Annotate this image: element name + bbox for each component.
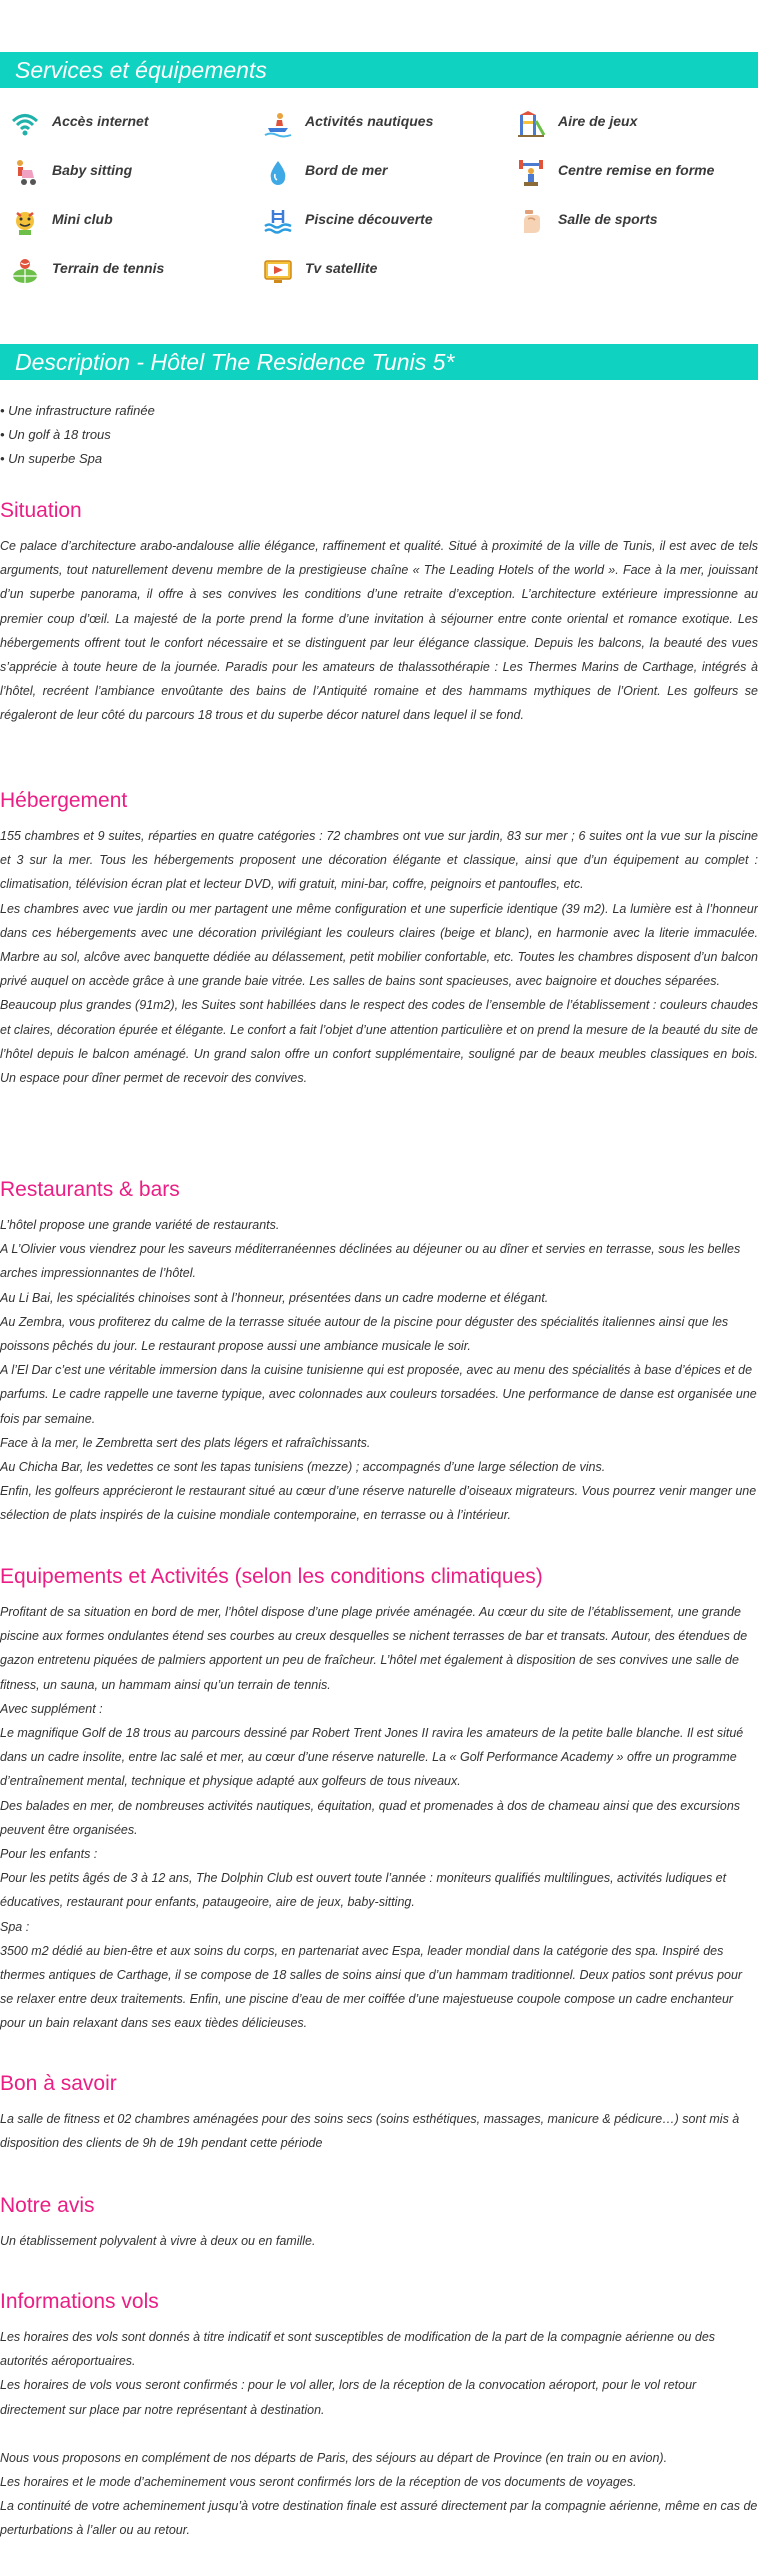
highlight-item: • Une infrastructure rafinée (0, 403, 155, 418)
equipements-paragraph: Des balades en mer, de nombreuses activités nautiques, équitation, quad et promenades à dos de chameau ainsi que des excursions peuvent être organisées. (0, 1798, 741, 1837)
amenity-item (10, 204, 250, 242)
notre-avis-text: Un établissement polyvalent à vivre à deux ou en famille. (0, 2234, 316, 2248)
amenity-item (10, 106, 250, 144)
situation-heading: Situation (0, 499, 82, 522)
amenity-label: Terrain de tennis (52, 260, 165, 276)
fitness-icon (516, 158, 546, 188)
amenity-item (516, 106, 756, 144)
bon-a-savoir-text: La salle de fitness et 02 chambres aménagées pour des soins secs (soins esthétiques, massages, manicure & pédicure…) sont mis à disposition des clients de 9h de 19h pendant cette période (0, 2112, 740, 2151)
restaurants-paragraph: Enfin, les golfeurs apprécieront le restaurant situé au cœur d’une réserve naturelle d’oiseaux migrateurs. Vous pourrez venir manger une sélection de plats inspirés de la cuisine mondiale contemporaine, en terrasse ou à l’intérieur. (0, 1484, 757, 1523)
hebergement-paragraph: 155 chambres et 9 suites, réparties en quatre catégories : 72 chambres ont vue sur jardin, 83 sur mer ; 6 suites ont la vue sur la piscine et 3 sur la mer. Tous les hébergements proposent une décoration élégante et classique, ainsi que d’un équipement au complet : climatisation, télévision écran plat et lecteur DVD, wifi gratuit, mini-bar, coffre, peignoirs et pantoufles, etc. (0, 829, 758, 892)
description-banner (0, 344, 758, 380)
equipements-paragraph: Spa : (0, 1919, 30, 1934)
vols-paragraph: Les horaires des vols sont donnés à titre indicatif et sont susceptibles de modification de la part de la compagnie aérienne ou des autorités aéroportuaires. (0, 2330, 716, 2369)
restaurants-paragraph: Face à la mer, le Zembretta sert des plats légers et rafraîchissants. (0, 1435, 371, 1450)
vols-paragraph: Les horaires de vols vous seront confirmés : pour le vol aller, lors de la réception de la convocation aéroport, pour le vol retour directement sur place par notre représentant à destination. (0, 2378, 697, 2417)
tv-icon (263, 256, 293, 286)
stroller-icon (10, 158, 40, 188)
highlight-item: • Un superbe Spa (0, 451, 103, 466)
informations-vols-heading: Informations vols (0, 2290, 159, 2313)
equipements-paragraph: Le magnifique Golf de 18 trous au parcours dessiné par Robert Trent Jones II ravira les amateurs de la petite balle blanche. Il est situé dans un cadre insolite, entre lac salé et mer, au cœur d’une réserve naturelle. La « Golf Performance Academy » offre un programme d’entraînement mental, technique et physique adapté aux golfeurs de tous niveaux. (0, 1726, 744, 1789)
amenity-label: Activités nautiques (305, 113, 434, 129)
amenity-item (10, 155, 250, 193)
vols-paragraph: Nous vous proposons en complément de nos départs de Paris, des séjours au départ de Province (en train ou en avion). (0, 2450, 668, 2465)
hebergement-heading: Hébergement (0, 789, 128, 812)
wifi-icon (10, 109, 40, 139)
amenity-label: Mini club (52, 211, 113, 227)
equipements-paragraph: Avec supplément : (0, 1701, 103, 1716)
highlights-list (0, 399, 758, 471)
hebergement-paragraph: Beaucoup plus grandes (91m2), les Suites sont habillées dans le respect des codes de l’ensemble de l’établissement : couleurs chaudes et claires, décoration épurée et élégante. Le confort a fait l’objet d’une attention particulière et on prend la mesure de la beauté du site de l’hôtel depuis le balcon aménagé. Un grand salon offre un confort supplémentaire, souligné par de beaux meubles classiques en bois. Un espace pour dîner permet de recevoir des convives. (0, 998, 758, 1086)
equipements-paragraph: Profitant de sa situation en bord de mer, l’hôtel dispose d’une plage privée aménagée. Au cœur du site de l’établissement, une grande piscine aux formes ondulantes étend ses courbes au creux desquelles se nichent terrasses de bar et transats. Autour, des étendues de gazon entretenu piquées de palmiers apportent un peu de fraîcheur. L’hôtel met également à disposition de ses convives une salle de fitness, un sauna, un hammam ainsi qu’un terrain de tennis. (0, 1605, 748, 1692)
highlight-item: • Un golf à 18 trous (0, 427, 111, 442)
amenity-label: Piscine découverte (305, 211, 433, 227)
jet-ski-icon (263, 109, 293, 139)
amenity-item (516, 155, 756, 193)
equipements-paragraph: Pour les petits âgés de 3 à 12 ans, The Dolphin Club est ouvert toute l’année : moniteurs qualifiés multilingues, activités ludiques et éducatives, restaurant pour enfants, pataugeoire, aire de jeux, baby-sitting. (0, 1871, 727, 1910)
equipements-section (0, 1562, 758, 2036)
equipements-heading: Equipements et Activités (selon les conditions climatiques) (0, 1565, 543, 1588)
amenity-label: Baby sitting (52, 162, 133, 178)
vols-paragraph: Les horaires et le mode d’acheminement vous seront confirmés lors de la réception de vos documents de voyages. (0, 2475, 637, 2490)
amenity-label: Tv satellite (305, 260, 378, 276)
amenity-label: Salle de sports (558, 211, 658, 227)
mini-club-icon (10, 207, 40, 237)
water-drop-icon (263, 158, 293, 188)
amenity-item (263, 155, 503, 193)
equipements-paragraph: 3500 m2 dédié au bien-être et aux soins du corps, en partenariat avec Espa, leader mondial dans la catégorie des spa. Inspiré des thermes antiques de Carthage, il se compose de 18 salles de soins ainsi que d’un hammam traditionnel. Deux patios sont prévus pour se relaxer entre deux traitements. Enfin, une piscine d’eau de mer coiffée d’une majestueuse coupole compose un cadre enchanteur pour un bain relaxant dans ses eaux tièdes délicieuses. (0, 1943, 743, 2031)
notre-avis-heading: Notre avis (0, 2194, 95, 2217)
situation-section (0, 496, 758, 728)
restaurants-paragraph: A l’El Dar c’est une véritable immersion dans la cuisine tunisienne qui est proposée, avec au menu des spécialités à base d’épices et de parfums. Le cadre rappelle une taverne typique, avec colonnades aux couleurs torsadées. Une performance de danse est organisée une fois par semaine. (0, 1363, 757, 1426)
services-banner (0, 52, 758, 88)
pool-icon (263, 207, 293, 237)
amenity-item (263, 253, 503, 291)
restaurants-heading: Restaurants & bars (0, 1178, 180, 1201)
equipements-paragraph: Pour les enfants : (0, 1847, 98, 1862)
bon-a-savoir-section (0, 2069, 758, 2155)
description-title: Description - Hôtel The Residence Tunis 5* (15, 349, 455, 375)
amenity-label: Accès internet (52, 113, 149, 129)
restaurants-section (0, 1175, 758, 1528)
restaurants-paragraph: Au Chicha Bar, les vedettes ce sont les tapas tunisiens (mezze) ; accompagnés d’une large sélection de vins. (0, 1460, 606, 1475)
restaurants-paragraph: Au Li Bai, les spécialités chinoises sont à l’honneur, présentées dans un cadre moderne et élégant. (0, 1290, 549, 1305)
amenity-label: Aire de jeux (558, 113, 638, 129)
vols-paragraph: La continuité de votre acheminement jusqu’à votre destination finale est assuré directement par la compagnie aérienne, même en cas de perturbations à l’aller ou au retour. (0, 2499, 758, 2538)
hebergement-section (0, 786, 758, 1090)
notre-avis-section (0, 2191, 758, 2253)
restaurants-paragraph: L’hôtel propose une grande variété de restaurants. (0, 1218, 280, 1232)
bon-a-savoir-heading: Bon à savoir (0, 2072, 117, 2095)
amenity-item (516, 204, 756, 242)
restaurants-paragraph: A L’Olivier vous viendrez pour les saveurs méditerranéennes déclinées au déjeuner ou au dîner et servies en terrasse, sous les belles arches impressionnantes de l’hôtel. (0, 1242, 741, 1281)
situation-text: Ce palace d’architecture arabo-andalouse allie élégance, raffinement et qualité. Situé à proximité de la ville de Tunis, il est avec de tels arguments, tout naturellement devenu membre de la prestigieuse chaîne « The Leading Hotels of the world ». Face à la mer, jouissant d’un superbe panorama, il offre à ses convives les conditions d’une retraite d’exception. L’architecture extérieure impressionne au premier coup d’œil. La majesté de la porte prend la forme d’une invitation à séjourner entre conte oriental et romance exotique. Les hébergements offrent tout le confort nécessaire et se distinguent par leur élégance classique. Depuis les balcons, la beauté des vues s’apprécie à toute heure de la journée. Paradis pour les amateurs de thalassothérapie : Les Thermes Marins de Carthage, intégrés à l’hôtel, recréent l’ambiance envoûtante des bains de l’Antiquité romaine et des hammams mythiques de l’Orient. Les golfeurs se régaleront de leur côté du parcours 18 trous et du superbe décor naturel dans lequel il se fond. (0, 539, 758, 723)
hebergement-paragraph: Les chambres avec vue jardin ou mer partagent une même configuration et une superficie identique (39 m2). La lumière est à l’honneur dans ces hébergements avec une décoration privilégiant les couleurs claires (beige et blanc), en harmonie avec la literie immaculée. Marbre au sol, alcôve avec banquette dédiée au délassement, petit mobilier confortable, etc. Toutes les chambres disposent d’un balcon privé auquel on accède grâce à une grande baie vitrée. Les salles de bains sont spacieuses, avec baignoire et douches séparées. (0, 901, 758, 989)
paragraph-spacer (0, 2422, 758, 2446)
tennis-icon (10, 256, 40, 286)
amenity-label: Bord de mer (305, 162, 388, 178)
amenity-label: Centre remise en forme (558, 162, 715, 178)
informations-vols-section (0, 2287, 758, 2543)
gym-icon (516, 207, 546, 237)
amenity-item (263, 106, 503, 144)
services-title: Services et équipements (15, 57, 267, 83)
amenity-item (263, 204, 503, 242)
restaurants-paragraph: Au Zembra, vous profiterez du calme de la terrasse située autour de la piscine pour déguster des spécialités italiennes ainsi que les poissons pêchés du jour. Le restaurant propose aussi une ambiance musicale le soir. (0, 1314, 729, 1354)
playground-icon (516, 109, 546, 139)
amenity-item (10, 253, 250, 291)
